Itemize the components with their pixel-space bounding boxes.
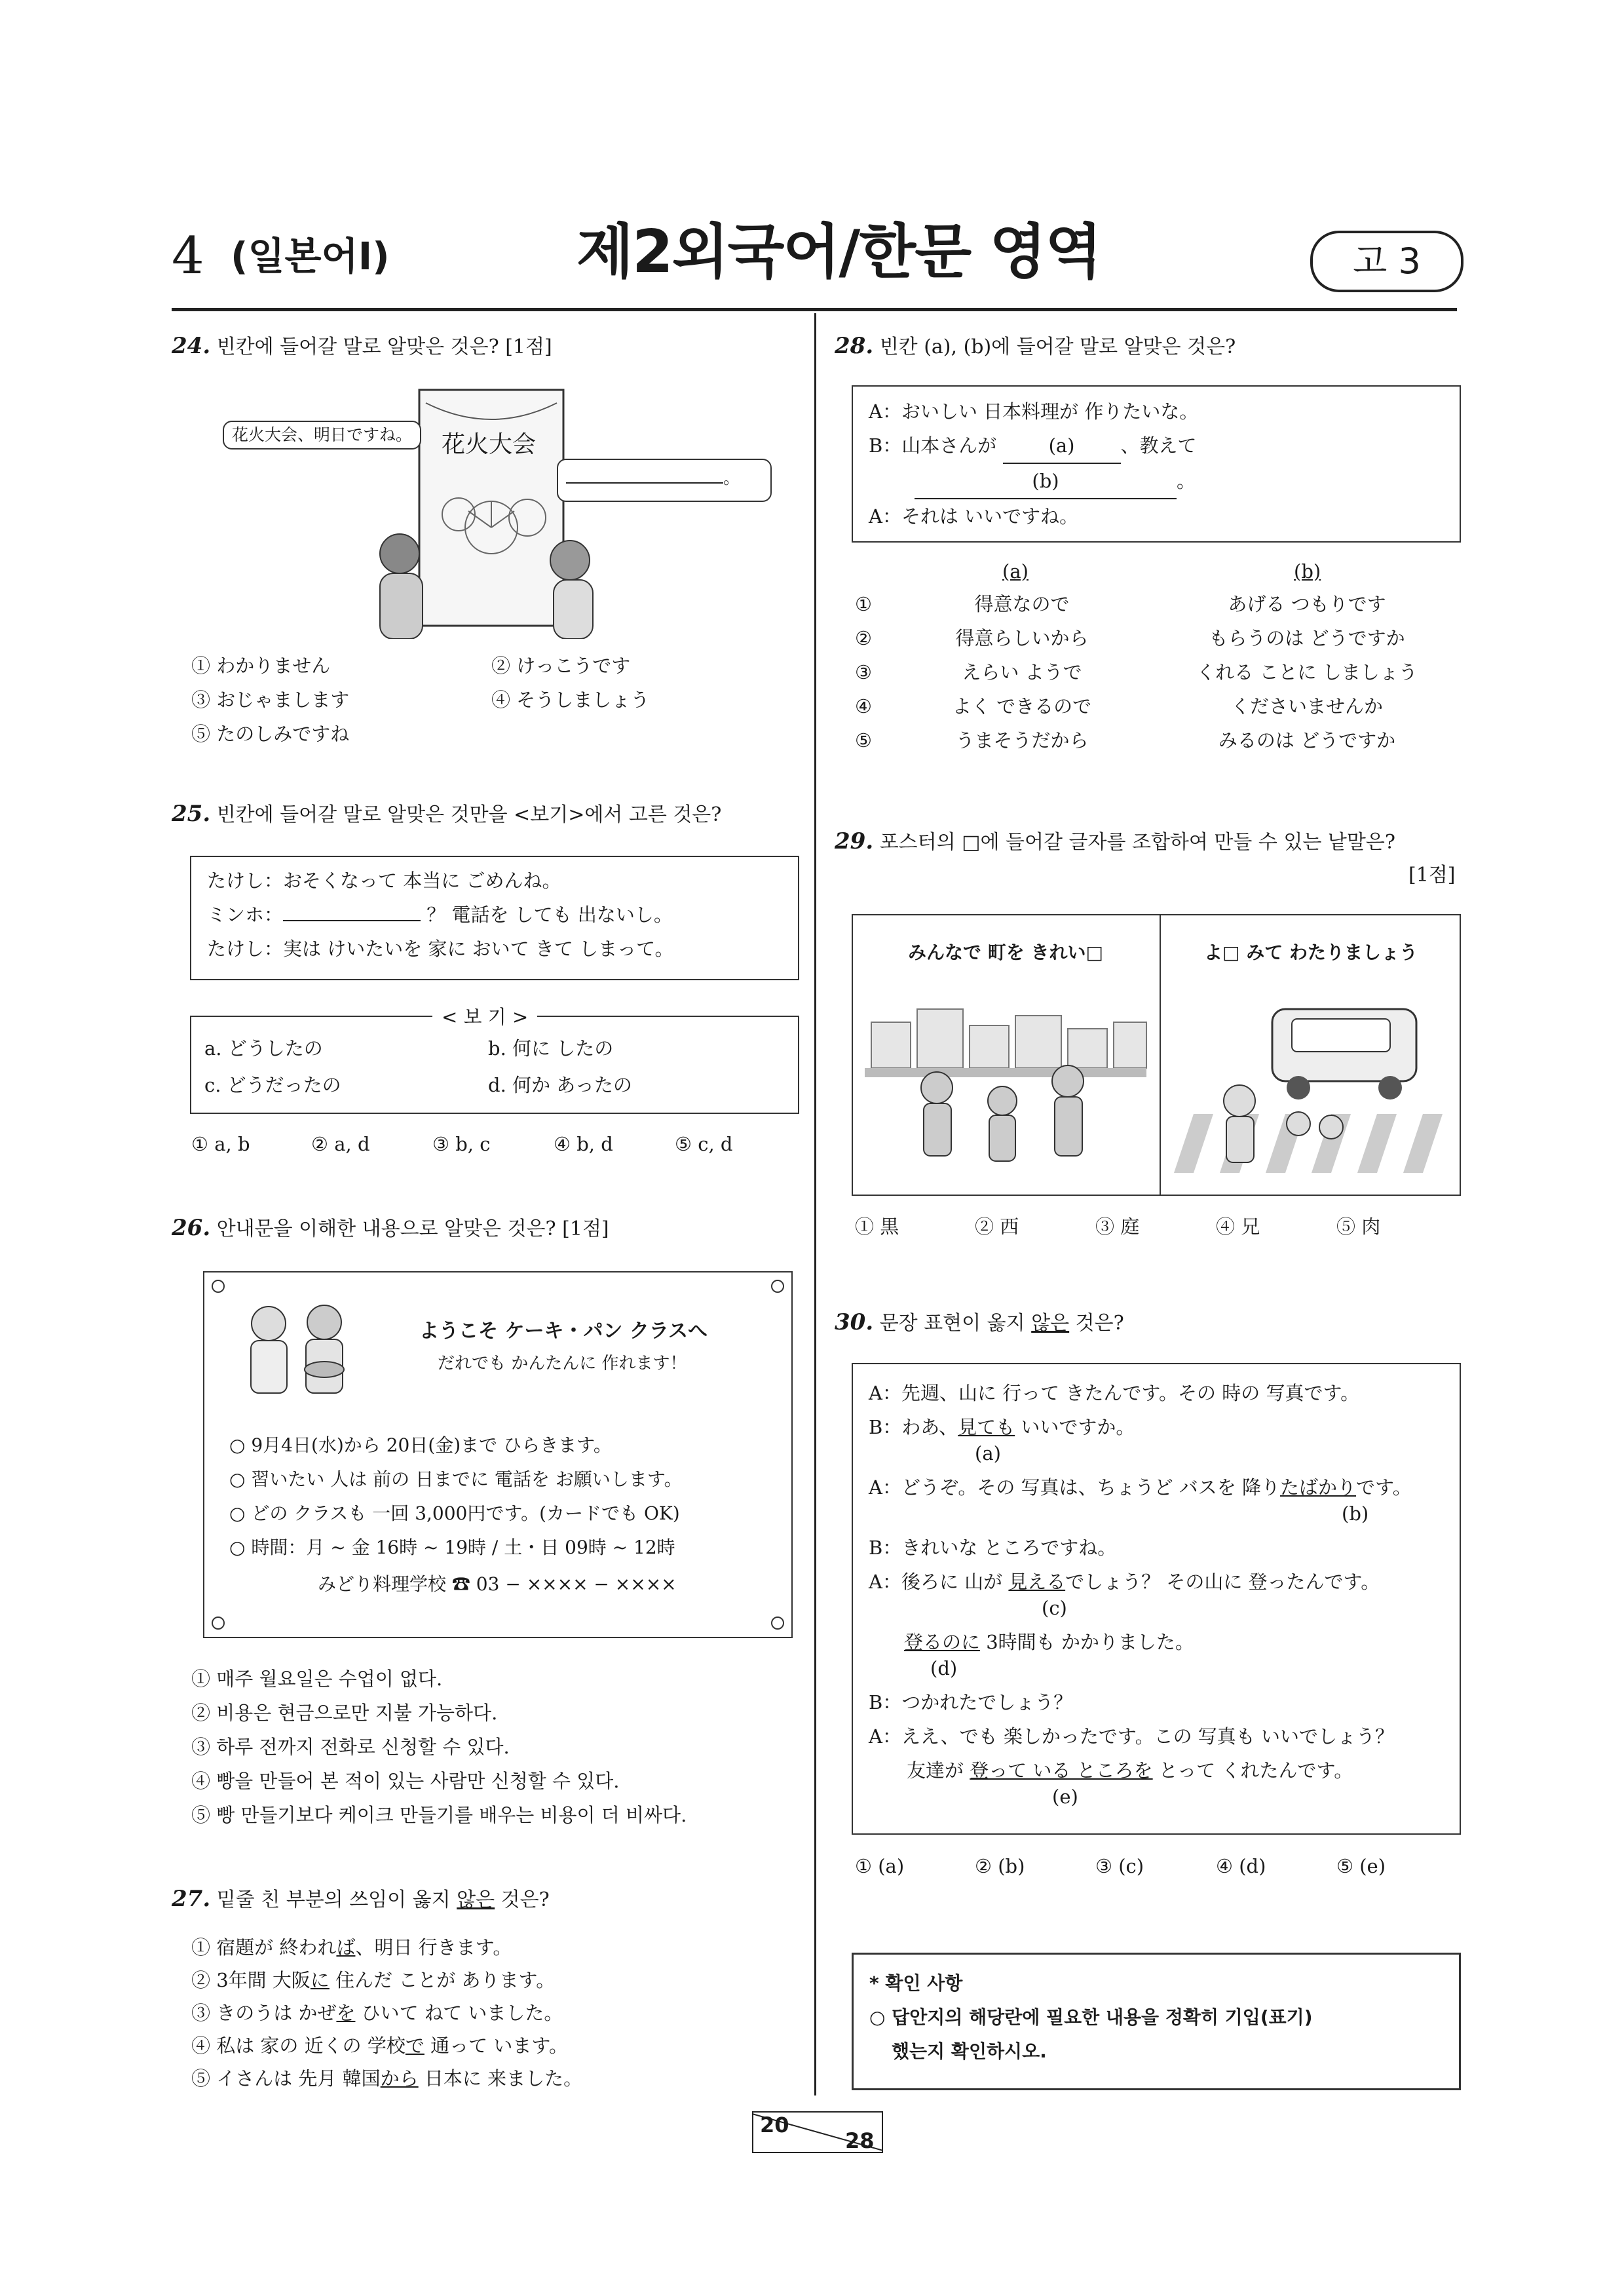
q26-item-time: ○ 時間：月 ~ 金 16時 ~ 19時 / 土・日 09時 ~ 12時 [229,1537,675,1558]
poster-right-text: よ□ みて わたりましょう [1204,942,1418,963]
q28-option-5-a: うまそうだから [955,729,1089,752]
q26-item-apply: ○ 習いたい 人は 前の 日までに 電話を お願いします。 [229,1468,683,1490]
q28-option-5-b: みるのは どうですか [1218,729,1396,752]
q28-prompt: 28. 빈칸 (a), (b)에 들어갈 말로 알맞은 것은? [835,333,1236,359]
q26-title: ようこそ ケーキ・パン クラスへ [419,1320,708,1343]
q29-option-4[interactable]: ④ 兄 [1216,1215,1260,1238]
q26-option-4[interactable]: ④ 빵을 만들어 본 적이 있는 사람만 신청할 수 있다. [191,1770,620,1792]
q27-prompt: 27. 밑줄 친 부분의 쓰임이 옳지 않은 것은? [172,1886,550,1912]
q30-prompt: 30. 문장 표현이 옳지 않은 것은? [835,1309,1124,1335]
q28-option-1[interactable]: ① [855,593,872,615]
q26-item-dates: ○ 9月4日(水)から 20日(金)まで ひらきます。 [229,1434,612,1456]
q30-label-e: (e) [1052,1786,1078,1808]
q29-score: [1점] [1408,864,1456,887]
q30-line-3: A：どうぞ。その 写真は、ちょうど バスを 降りたばかりです。 [869,1476,1412,1499]
q28-option-4-b: くださいませんか [1230,695,1383,718]
bogi-b: b. 何に したの [488,1037,614,1060]
q28-option-3-a: えらい ようで [962,661,1082,683]
q30-line-7: B：つかれたでしょう？ [869,1691,1073,1713]
page-title: 제2외국어/한문 영역 [576,218,1101,286]
bogi-a: a. どうしたの [204,1037,323,1060]
q30-label-c: (c) [1042,1597,1067,1619]
bogi-title: < 보 기 > [432,1003,537,1029]
poster-cleanup-illustration [858,996,1153,1186]
q28-option-3[interactable]: ③ [855,661,872,683]
q30-label-a: (a) [975,1442,1001,1464]
q30-label-d: (d) [930,1657,958,1679]
notice-text-1: ○ 답안지의 해당란에 필요한 내용을 정확히 기입(표기) [869,2006,1313,2028]
q25-option-5[interactable]: ⑤ c, d [675,1133,733,1155]
q25-option-1[interactable]: ① a, b [191,1133,250,1155]
q24-option-1[interactable]: ① わかりません [191,655,331,677]
q28-option-3-b: くれる ことに しましょう [1196,661,1418,683]
q29-prompt: 29. 포스터의 □에 들어갈 글자를 조합하여 만들 수 있는 낱말은? [835,828,1395,854]
q26-option-3[interactable]: ③ 하루 전까지 전화로 신청할 수 있다. [191,1736,510,1758]
q27-option-5[interactable]: ⑤ イさんは 先月 韓国から 日本に 来ました。 [191,2067,583,2090]
q25-option-3[interactable]: ③ b, c [432,1133,491,1155]
q28-option-2[interactable]: ② [855,627,872,649]
q27-option-2[interactable]: ② 3年間 大阪に 住んだ ことが あります。 [191,1969,556,1991]
bogi-c: c. どうだったの [204,1074,341,1096]
poster-title: 花火大会 [438,426,540,459]
q28-option-1-b: あげる つもりです [1228,593,1386,615]
q30-line-6: 登るのに 3時間も かかりました。 [904,1631,1194,1653]
q28-option-2-b: もらうのは どうですか [1209,627,1405,649]
q24-option-5[interactable]: ⑤ たのしみですね [191,723,350,745]
q28-option-4[interactable]: ④ [855,695,872,718]
q28-dialogue: A：おいしい 日本料理が 作りたいな。 B：山本さんが (a) 、教えて (b) 。 A：それは いいですね。 [852,385,1461,543]
q29-option-3[interactable]: ③ 庭 [1095,1215,1140,1238]
q26-school: みどり料理学校 ☎ 03 − ×××× − ×××× [318,1573,677,1595]
q26-chefs-illustration [233,1297,364,1396]
grade-badge: 고 3 [1310,231,1463,292]
q24-option-3[interactable]: ③ おじゃまします [191,689,350,711]
q25-dialogue: たけし：おそくなって 本当に ごめんね。 ミンホ： ？ 電話を しても 出ないし。 たけし：実は けいたいを 家に おいて きて しまって。 [190,856,799,980]
q26-prompt: 26. 안내문을 이해한 내용으로 알맞은 것은? [1점] [172,1215,609,1241]
q28-col-b-header: (b) [1294,560,1321,583]
q30-option-4[interactable]: ④ (d) [1216,1855,1266,1877]
notice-text-2: 했는지 확인하시오. [892,2040,1047,2062]
q30-line-1: A：先週、山に 行って きたんです。その 時の 写真です。 [869,1382,1360,1404]
q27-option-4[interactable]: ④ 私は 家の 近くの 学校で 通って います。 [191,2035,569,2057]
q29-option-2[interactable]: ② 西 [975,1215,1019,1238]
q30-label-b: (b) [1342,1502,1369,1525]
q30-option-1[interactable]: ① (a) [855,1855,905,1877]
subject-label: (일본어Ⅰ) [231,234,390,278]
q30-line-5: A：後ろに 山が 見えるでしょう？ その山に 登ったんです。 [869,1571,1380,1593]
q25-option-4[interactable]: ④ b, d [554,1133,613,1155]
q28-option-5[interactable]: ⑤ [855,729,872,752]
q26-option-2[interactable]: ② 비용은 현금으로만 지불 가능하다. [191,1702,498,1724]
q26-option-1[interactable]: ① 매주 월요일은 수업이 없다. [191,1668,443,1690]
q30-line-2: B：わあ、見ても いいですか。 [869,1416,1135,1438]
bogi-d: d. 何か あったの [488,1074,632,1096]
q30-line-8: A：ええ、でも 楽しかったです。この 写真も いいでしょう？ [869,1725,1395,1748]
q30-option-5[interactable]: ⑤ (e) [1336,1855,1386,1877]
footer-page: 20 [760,2113,789,2137]
notice-title: * 확인 사항 [869,1972,963,1994]
q30-option-3[interactable]: ③ (c) [1095,1855,1144,1877]
q26-option-5[interactable]: ⑤ 빵 만들기보다 케이크 만들기를 배우는 비용이 더 비싸다. [191,1804,687,1826]
q30-option-2[interactable]: ② (b) [975,1855,1025,1877]
q28-option-2-a: 得意らしいから [955,627,1089,649]
q28-option-4-a: よく できるので [952,695,1092,718]
poster-left-text: みんなで 町を きれい□ [908,942,1103,963]
q26-subtitle: だれでも かんたんに 作れます！ [438,1354,687,1373]
check-notice [852,1953,1461,2090]
q27-option-3[interactable]: ③ きのうは かぜを ひいて ねて いました。 [191,2002,563,2024]
bubble-left: 花火大会、明日ですね。 [223,421,421,450]
q28-option-1-a: 得意なので [974,593,1070,615]
q24-option-2[interactable]: ② けっこうです [491,655,631,677]
q30-line-9: 友達が 登って いる ところを とって くれたんです。 [907,1759,1353,1782]
q30-line-4: B：きれいな ところですね。 [869,1537,1117,1559]
q27-option-1[interactable]: ① 宿題が 終われば、明日 行きます。 [191,1936,512,1959]
q29-option-1[interactable]: ① 黒 [855,1215,899,1238]
q25-prompt: 25. 빈칸에 들어갈 말로 알맞은 것만을 <보기>에서 고른 것은? [172,801,722,827]
header-rule [172,308,1457,311]
q24-prompt: 24. 빈칸에 들어갈 말로 알맞은 것은? [1점] [172,333,552,359]
footer-total: 28 [845,2128,875,2153]
page-number: 4 [172,227,204,286]
column-divider [814,313,816,2095]
q29-option-5[interactable]: ⑤ 肉 [1336,1215,1381,1238]
q26-item-price: ○ どの クラスも 一回 3,000円です。(カードでも OK) [229,1502,680,1524]
q24-option-4[interactable]: ④ そうしましょう [491,689,650,711]
bubble-right: 。 [557,459,772,502]
poster-crosswalk-illustration [1167,996,1456,1186]
q25-option-2[interactable]: ② a, d [311,1133,370,1155]
q28-col-a-header: (a) [1002,560,1029,583]
